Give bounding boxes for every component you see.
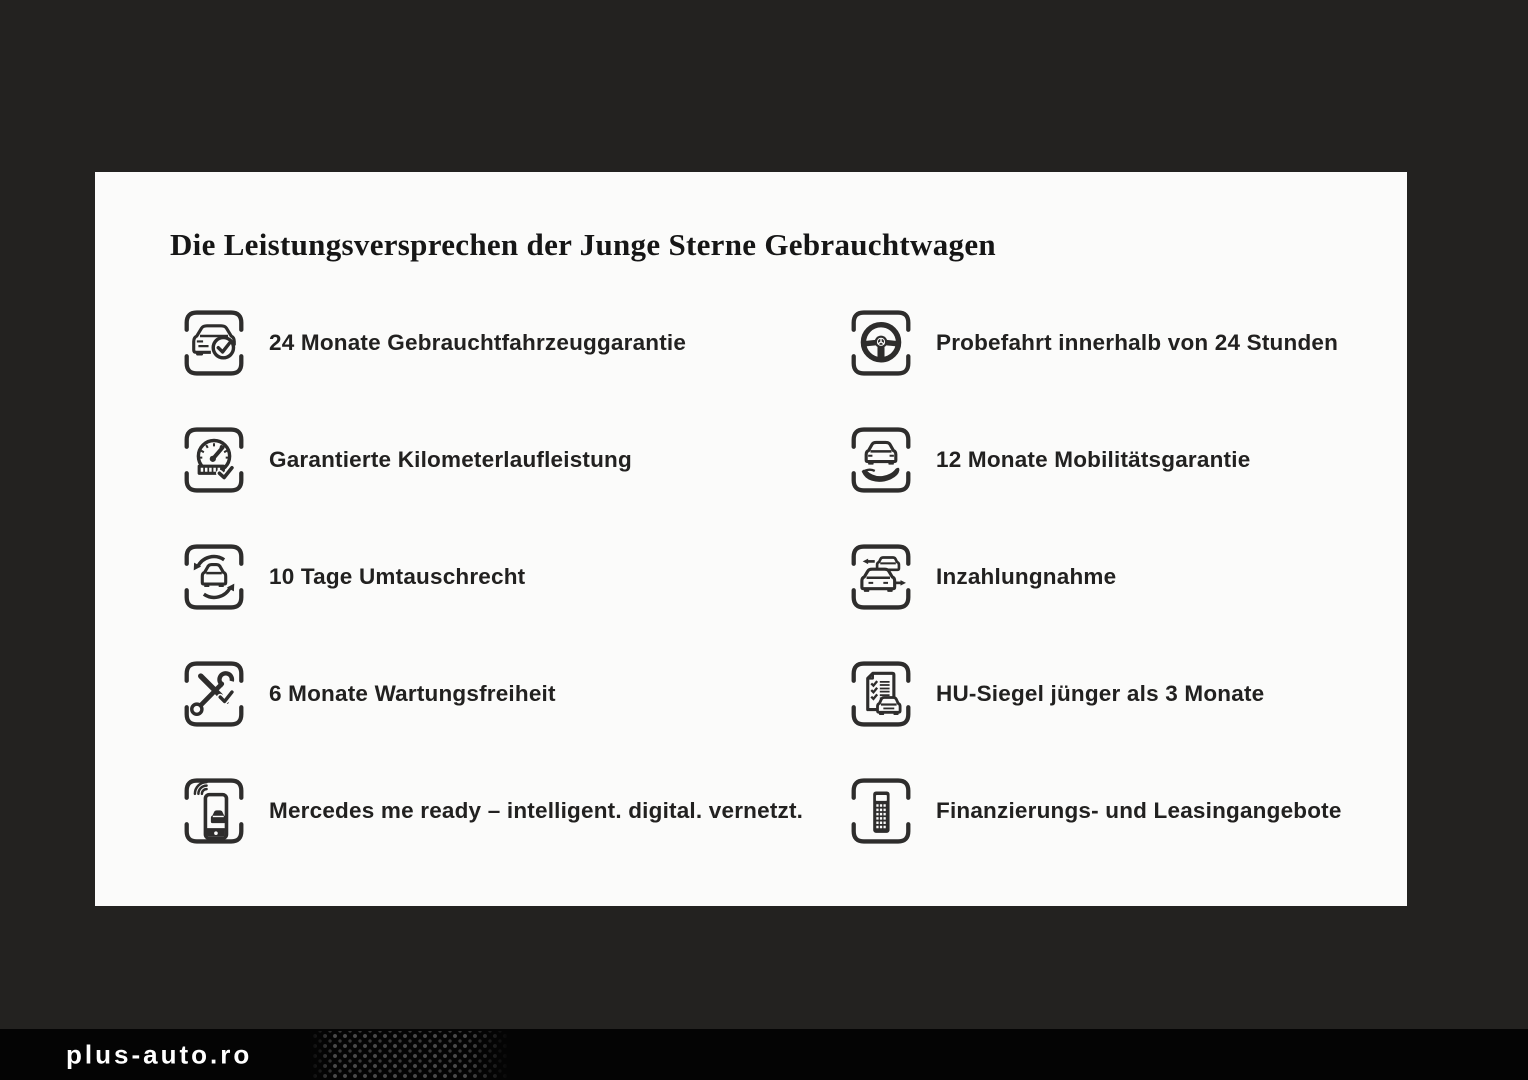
car-check-icon — [175, 303, 253, 383]
benefit-label: Probefahrt innerhalb von 24 Stunden — [936, 330, 1339, 355]
car-exchange-icon — [175, 537, 253, 617]
benefit-label: 12 Monate Mobilitätsgarantie — [936, 447, 1251, 472]
benefit-label: 24 Monate Gebrauchtfahrzeuggarantie — [269, 330, 687, 355]
benefit-label: Mercedes me ready – intelligent. digital. vernetzt. — [269, 798, 804, 823]
watermark-text: plus-auto.ro — [66, 1039, 253, 1069]
benefit-item-car-tradein — [842, 537, 1342, 617]
smartphone-icon — [175, 771, 253, 851]
benefit-item-calculator — [842, 771, 1342, 851]
tools-icon — [175, 654, 253, 734]
benefit-item-tools — [175, 654, 803, 734]
benefit-label: Inzahlungnahme — [936, 564, 1117, 589]
benefit-item-car-hand — [842, 420, 1342, 500]
benefit-label: Finanzierungs- und Leasingangebote — [936, 798, 1342, 823]
benefits-column-left — [175, 303, 803, 851]
halftone-pattern — [310, 1031, 510, 1078]
document-check-icon — [842, 654, 920, 734]
car-hand-icon — [842, 420, 920, 500]
benefit-label: 6 Monate Wartungsfreiheit — [269, 681, 556, 706]
benefit-item-car-exchange — [175, 537, 803, 617]
benefit-item-smartphone — [175, 771, 803, 851]
calculator-icon — [842, 771, 920, 851]
benefit-label: 10 Tage Umtauschrecht — [269, 564, 526, 589]
benefit-label: Garantierte Kilometerlaufleistung — [269, 447, 632, 472]
benefit-label: HU-Siegel jünger als 3 Monate — [936, 681, 1265, 706]
benefit-item-steering-wheel — [842, 303, 1342, 383]
steering-wheel-icon — [842, 303, 920, 383]
benefits-panel — [95, 172, 1407, 906]
page-title: Die Leistungsversprechen der Junge Sterne Gebrauchtwagen — [170, 227, 996, 262]
benefit-item-car-check — [175, 303, 803, 383]
benefits-column-right — [842, 303, 1342, 851]
footer-bar — [0, 1029, 1528, 1080]
car-tradein-icon — [842, 537, 920, 617]
benefit-item-speedometer — [175, 420, 803, 500]
speedometer-icon — [175, 420, 253, 500]
benefit-item-document-check — [842, 654, 1342, 734]
